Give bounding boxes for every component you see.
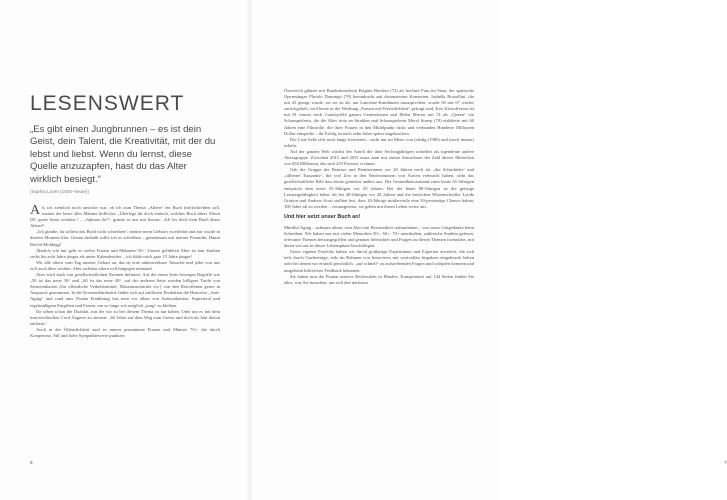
- body-paragraph: Ähnlich wie mir geht es vielen Frauen und Männern 50+. Unsere gefühlten Alter ist laut Studien sechs bis acht Jahre jünger als unser Kalenderalter – ich fühle mich gute 15 Jahre jünger!: [30, 247, 220, 259]
- page-number-right: 7: [724, 460, 727, 465]
- epigraph-quote: „Es gibt einen Jungbrunnen – es ist dein Geist, dein Talent, die Kreativität, mit der du lebst und liebst. Wenn du lernst, diese Quelle anzuzapfen, hast du das Alter wirklich besiegt.“: [30, 124, 216, 185]
- body-paragraph: Unser eigenes Portfolio haben wir durch großartige Expertinnen und Experten erweitert, die sich teils durch Gaeberträge, teils im Rahmen von Interviews mit wertvollen Impulsen eingebracht haben oder bei denen wir einfach persönlich, „auf schnell“ zu aufstrebenden Fragen und schöpfen konnten und umgehend hilfreiches Feedback bekamen.: [284, 249, 474, 273]
- left-page: [0, 0, 250, 500]
- body-paragraph: Auf der ganzen Welt wächst der Anteil der über Sechzigjährigen schneller als irgendeine andere Altersgruppe. Zwischen 2015 und 2035 muss man mit einem Anwachsen der Zahl älterer Menschen von 694 Millionen, das sind 229 Prozent, rechnen.: [284, 148, 474, 167]
- body-paragraph: Sie haben nun die Frauen unserer Recherchen in Händen. Komprimiert auf 144 Seiten finden Sie alles, was Sie brauchen, um sich den nächsten: [284, 273, 474, 285]
- body-paragraph: Gab die Gruppe der Rentner und Rentnerinnen vor 20 Jahren noch als „die Schachteln“ und „silberne Tsunamis“, die viel Zeit in den Wartezimmern von Ärzten verbracht haben, sieht das gesellschaftliche Bild dass heute generiert anders aus. Der Gesundheitszustand eines heute 65-Jährigen entspricht dem eines 55-Jährigen vor 20 Jahren. Bei der heute 80-Jährigen ist die geistige Leistungsfähigkeit höher als bei 40-Jährigen vor 20 Jahren und die britischen Wissenschaftler Lynda Gratton und Andrew Scott stellten fest, dass 10-Jährige mittlerweile eine 50-prozentige Chance haben, 100 Jahre alt zu werden – vorausgesetzt, sie gehen mit ihrem Leben weise um.: [284, 167, 474, 209]
- body-paragraph: Auch in der Öffentlichkeit sind es immer prominente Frauen und Männer 70+, die durch Kompetenz, Stil und hohe Sympathiewerte punkten:: [30, 326, 220, 338]
- left-body-text: [30, 205, 220, 339]
- body-paragraph: Wir alle altern vom Tag unserer Geburt an, das ist eine unbestreitbare Tatsache und jeder von uns will auch älter werden. Aber zichtbar altern will hingegen niemand.: [30, 259, 220, 271]
- body-paragraph: Mindful Aging – achtsam altern, sein Alter mit Bewusstheit wahrnehmen – war unser Leitgedanke beim Schreiben. Wir haben uns mit vielen Menschen 50+, 60+, 70+ unterhalten, zahlreiche Studien gelesen, relevante Themen herausgegriffen und genauer beleuchtet und Fragen zu diesen Themen formuliert, mit deren wir uns in dieser Lebensphase beschäftigen.: [284, 224, 474, 249]
- right-body-text: [284, 88, 474, 286]
- body-paragraph: „Ich glaube, du solltest das Buch nicht schreiben“, meinte mein Liebster zweifelnd und mir wurde in diesem Moment klar: Genau deshalb sollte ich es schreiben – gemeinsam mit meiner Freundin, Hanni Reichl-Moldegg!: [30, 229, 220, 247]
- section-heading: LESENSWERT: [30, 92, 185, 115]
- body-paragraph: Ihr sehen schon die Dualität, mit der wir zu bei diesem Thema zu tun haben. Oder um es mit dem österreichischen Cord Ängerer zu steuern: „60 Jahre auf dem Weg zum Greise und doch du Jahr davon entfernt.“: [30, 308, 220, 326]
- body-paragraph: Österreich glänzte mit Bundeskanzlerin Brigitte Bierlein (72) als höchste Frau im Staat, der spanische Opernsänger Placido Domingo (78) beeindruckt mit distanzierten Konzerten, Isabella Rossellini, die mit 43 gesagt wurde, sie sei zu alt, um Lancôme-Kundinnen anzusprechen, wurde 30 mit 67 wieder zurückgeholt, weil heute in der Werbung „Frauen mit Persönlichkeit“ gefragt sind, Kris Kristofferson ist mit 81 immer noch Countryfeld ganzer Generationen und Helen Mirren mit 74 als „Queen“ ein Schauspielerin, die die Alter trotz an Strahlen und Schauspielerin Meryl Streep (70) etablierte mit 60 Jahren eine Filmrolle, die ihrer Frauen in den Mittelpunkt rückt und verbunden Hunderte Millionen Dollar einspielte – ihr Erfolg ist nach zehn Jahre später ungebrochen.: [284, 88, 474, 136]
- subheading: Und hier setzt unser Buch an!: [284, 213, 361, 220]
- quote-attribution: (Sophia Loren (1934–heute)): [30, 189, 89, 194]
- body-paragraph: Als ich ziemlich noch unsicher war, ob ich zum Thema „Altern“ ein Buch (mit)schreiben soll, meinte der beste aller Männer höflichst: „Überlege dir doch einfach, welches Buch übers Altern DU gerne lesen würdest.“ – „Spinnst du?“, grinste er aus mir heraus. „Ich les doch kein Buch übers Altern!“: [30, 203, 220, 229]
- body-paragraph: Die Liste ließe sich noch lange fortsetzen – nicht nur im Meier von (oftdig (1985) und (noch immer) ackeln.: [284, 136, 474, 148]
- page-number-left: 6: [30, 460, 33, 465]
- body-paragraph: Alter wird stark von gesellschaftlichen Normen definiert. Auf der einen Seite bewegen Begriffe wie „50 ist das neue 30“ und „60 ist das neue 40“, auf der anderen Seite werden billigere Tarife von Seniorenkarten (für öffentliche Verkehrsmittel, Museumseintritte etc.) von den Betroffenen gerne in Anspruch genommen. In der Kosmetikindustrie findet sich auf zahllosen Produkten die Hinweise „Anti-Aging“ und rund ums Thema Ernährung fast man vor allem von Antioxidantien, Superfood und regelmäßigem Entgiften und Fasten, um so lange wie möglich „jung“ zu bleiben.: [30, 272, 220, 308]
